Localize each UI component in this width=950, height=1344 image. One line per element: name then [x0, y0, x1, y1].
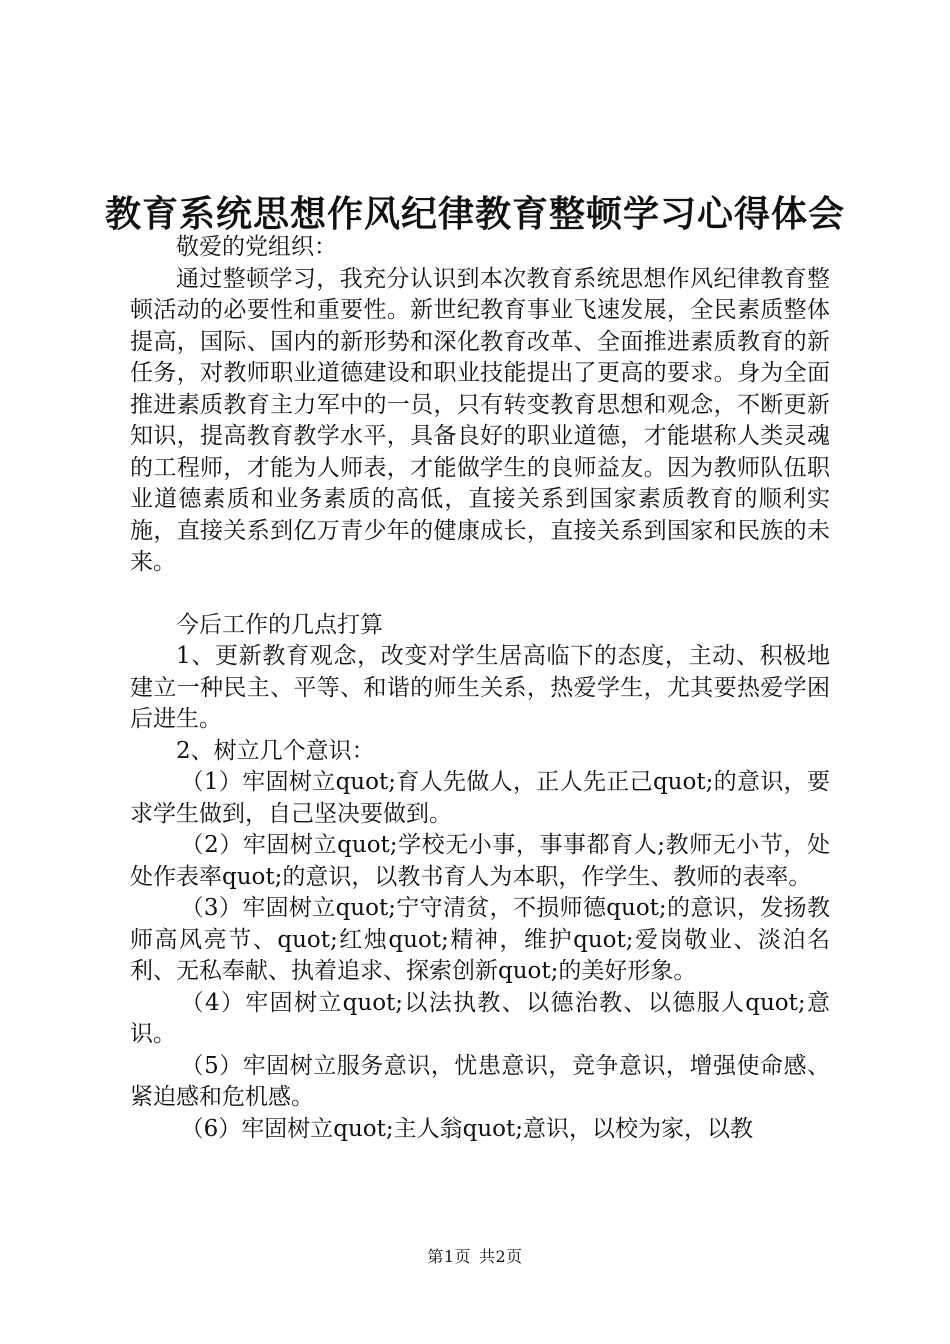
- paragraph-gap: [130, 579, 830, 610]
- item-1-paragraph: （1）牢固树立quot;育人先做人，正人先正己quot;的意识，要求学生做到，自己坚决要做到。: [130, 769, 830, 827]
- point-2-paragraph: 2、树立几个意识：: [176, 737, 375, 764]
- intro-paragraph: 通过整顿学习，我充分认识到本次教育系统思想作风纪律教育整顿活动的必要性和重要性。新世纪教育事业飞速发展，全民素质整体提高，国际、国内的新形势和深化教育改革、全面推进素质教育的新任务，对教师职业道德建设和职业技能提出了更高的要求。身为全面推进素质教育主力军中的一员，只有转变教育思想和观念，不断更新知识，提高教育教学水平，具备良好的职业道德，才能堪称人类灵魂的工程师，才能为人师表，才能做学生的良师益友。因为教师队伍职业道德素质和业务素质的高低，直接关系到国家素质教育的顺利实施，直接关系到亿万青少年的健康成长，直接关系到国家和民族的未来。: [130, 265, 830, 575]
- item-6-paragraph: （6）牢固树立quot;主人翁quot;意识，以校为家，以教: [180, 1115, 753, 1142]
- item-5-paragraph: （5）牢固树立服务意识，忧患意识，竞争意识，增强使命感、紧迫感和危机感。: [130, 1052, 830, 1110]
- section-heading: 今后工作的几点打算: [176, 611, 383, 638]
- item-3-paragraph: （3）牢固树立quot;宁守清贫，不损师德quot;的意识，发扬教师高风亮节、quot;红烛quot;精神，维护quot;爱岗敬业、淡泊名利、无私奉献、执着追求、探索创新quot;的美好形象。: [130, 895, 830, 984]
- item-2-paragraph: （2）牢固树立quot;学校无小事，事事都育人;教师无小节，处处作表率quot;的意识，以教书育人为本职，作学生、教师的表率。: [130, 832, 830, 890]
- document-body: [130, 232, 830, 1145]
- page-footer: [0, 1244, 950, 1267]
- point-1-paragraph: 1、更新教育观念，改变对学生居高临下的态度，主动、积极地建立一种民主、平等、和谐的师生关系，热爱学生，尤其要热爱学困后进生。: [130, 643, 830, 732]
- page-number: 第1页: [427, 1247, 471, 1266]
- greeting-line: 敬爱的党组织：: [176, 234, 337, 260]
- item-4-paragraph: （4）牢固树立quot;以法执教、以德治教、以德服人quot;意识。: [130, 989, 830, 1047]
- document-title: 教育系统思想作风纪律教育整顿学习心得体会: [104, 193, 845, 235]
- page-total: 共2页: [479, 1247, 523, 1266]
